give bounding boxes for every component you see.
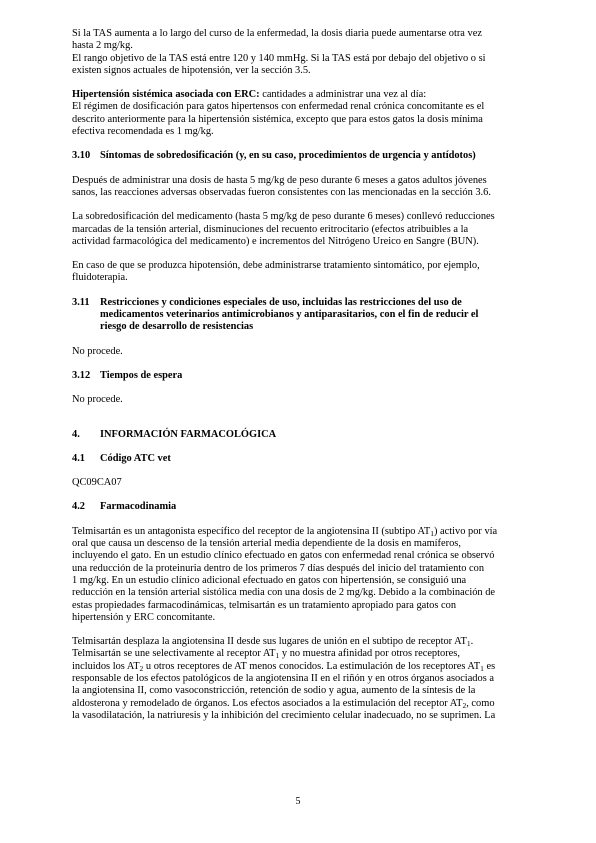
text-line: la vasodilatación, la natriuresis y la inhibición del crecimiento celular inadecuado, no se suprimen. La — [72, 709, 496, 721]
text-line: Telmisartán se une selectivamente al receptor AT — [72, 648, 276, 660]
text-line: es — [483, 660, 496, 672]
section-number: 3.12 — [72, 369, 91, 381]
text-line: Telmisartán desplaza la angiotensina II desde sus lugares de unión en el subtipo de receptor AT — [72, 636, 467, 648]
text-line: hasta 2 mg/kg. — [72, 40, 133, 52]
text-line: responsable de los efectos patológicos de la angiotensina II en el riñón y en otros órganos asociados a — [72, 672, 494, 684]
subscript: 1 — [430, 528, 434, 538]
text-line: cantidades a administrar una vez al día: — [259, 89, 427, 101]
erc-title: Hipertensión sistémica asociada con ERC: — [72, 89, 260, 101]
text-line: Telmisartán es un antagonista específico del receptor de la angiotensina II (subtipo AT — [72, 525, 431, 537]
section-3-11-body: No procede. — [72, 345, 123, 357]
atc-code: QC09CA07 — [72, 477, 122, 489]
section-3-12-body: No procede. — [72, 394, 123, 406]
text-line: La sobredosificación del medicamento (hasta 5 mg/kg de peso durante 6 meses) conllevó reducciones — [72, 211, 495, 223]
text-line: Después de administrar una dosis de hasta 5 mg/kg de peso durante 6 meses a gatos adultos jóvenes — [72, 174, 487, 186]
section-title: INFORMACIÓN FARMACOLÓGICA — [100, 428, 277, 440]
section-title — [100, 297, 528, 334]
text-line: descrito anteriormente para la hipertensión sistémica, excepto que para estos gatos la dosis mínima — [72, 113, 483, 125]
document-page — [72, 28, 528, 722]
section-number: 3.11 — [72, 296, 90, 308]
text-line: la angiotensina II, como vasoconstricción, retención de sodio y agua, aumento de la síntesis de la — [72, 685, 476, 697]
pharmacodynamics-paragraph-2 — [72, 636, 528, 722]
text-line: oral que causa un descenso de la tensión arterial media dependiente de la dosis en mamíferos, — [72, 538, 461, 550]
section-title: Farmacodinamia — [100, 501, 177, 513]
section-3-10-heading — [72, 150, 528, 162]
title-line: Restricciones y condiciones especiales de uso, incluidas las restricciones del uso de — [100, 296, 462, 308]
text-line: y no muestra afinidad por otros receptores, — [279, 648, 460, 660]
text-line: sanos, las reacciones adversas observadas fueron consistentes con las mencionadas en la sección 3.6. — [72, 186, 491, 198]
subscript: 2 — [139, 663, 144, 673]
text-line: Si la TAS aumenta a lo largo del curso de la enfermedad, la dosis diaria puede aumentarse otra vez — [72, 28, 482, 39]
overdose-paragraph-3 — [72, 260, 528, 285]
text-line: El rango objetivo de la TAS está entre 120 y 140 mmHg. Si la TAS está por debajo del objetivo o si — [72, 52, 486, 64]
section-number: 3.10 — [72, 150, 91, 162]
subscript: 1 — [466, 639, 471, 649]
text-line: estas propiedades farmacodinámicas, telmisartán es un tratamiento apropiado para gatos con — [72, 599, 457, 611]
text-line: incluidos los AT — [72, 660, 140, 672]
text-line: El régimen de dosificación para gatos hipertensos con enfermedad renal crónica concomitante es el — [72, 101, 485, 113]
text-line: incluyendo el gato. En un estudio clínico efectuado en gatos con enfermedad renal crónica se observó — [72, 550, 495, 562]
section-3-12-heading — [72, 370, 528, 382]
subscript: 1 — [480, 663, 484, 673]
text-line: reducción en la tensión arterial sistólica media con una dosis de 2 mg/kg. Debido a la combinación de — [72, 587, 496, 599]
text-line: fluidoterapia. — [72, 272, 128, 284]
text-line: hipertensión y ERC concomitante. — [72, 611, 216, 623]
erc-paragraph — [72, 89, 528, 138]
text-line: marcadas de la tensión arterial, disminuciones del recuento eritrocitario (efectos atribuibles a la — [72, 223, 469, 235]
section-number: 4.1 — [72, 452, 85, 464]
text-line: actividad farmacológica del medicamento) e incrementos del Nitrógeno Ureico en Sangre (BUN). — [72, 235, 479, 247]
text-line: una reducción de la proteinuria dentro de los primeros 7 días después del inicio del tratamiento con — [72, 562, 485, 574]
overdose-paragraph-2 — [72, 211, 528, 248]
title-line: medicamentos veterinarios antimicrobianos y antiparasitarios, con el fin de reducir el — [100, 309, 479, 321]
subscript: 2 — [462, 700, 467, 710]
section-4-2-heading — [72, 501, 528, 513]
dose-paragraph — [72, 28, 528, 77]
text-line: En caso de que se produzca hipotensión, debe administrarse tratamiento sintomático, por ejemplo, — [72, 260, 480, 272]
section-3-11-heading — [72, 297, 528, 334]
section-title: Síntomas de sobredosificación (y, en su caso, procedimientos de urgencia y antídotos) — [100, 150, 476, 162]
title-line: riesgo de desarrollo de resistencias — [100, 321, 254, 333]
pharmacodynamics-paragraph-1 — [72, 526, 528, 624]
text-line: ) activo por vía — [433, 525, 498, 537]
text-line: . — [470, 636, 474, 648]
subscript: 1 — [275, 651, 280, 661]
section-number: 4. — [72, 428, 80, 440]
section-4-1-heading — [72, 453, 528, 465]
section-title: Código ATC vet — [100, 452, 171, 464]
text-line: existen signos actuales de hipotensión, ver la sección 3.5. — [72, 64, 311, 76]
section-number: 4.2 — [72, 501, 85, 513]
text-line: u otros receptores de AT menos conocidos. La estimulación de los receptores AT — [143, 660, 481, 672]
text-line: 1 mg/kg. En un estudio clínico adicional efectuado en gatos con hipertensión, se consiguió una — [72, 574, 467, 586]
text-line: , como — [466, 697, 495, 709]
section-title: Tiempos de espera — [100, 369, 183, 381]
overdose-paragraph-1 — [72, 175, 528, 200]
page-number: 5 — [295, 796, 301, 807]
section-4-heading — [72, 429, 528, 441]
text-line: aldosterona y remodelado de órganos. Los efectos asociados a la estimulación del receptor AT — [72, 697, 463, 709]
text-line: efectiva recomendada es 1 mg/kg. — [72, 126, 214, 138]
